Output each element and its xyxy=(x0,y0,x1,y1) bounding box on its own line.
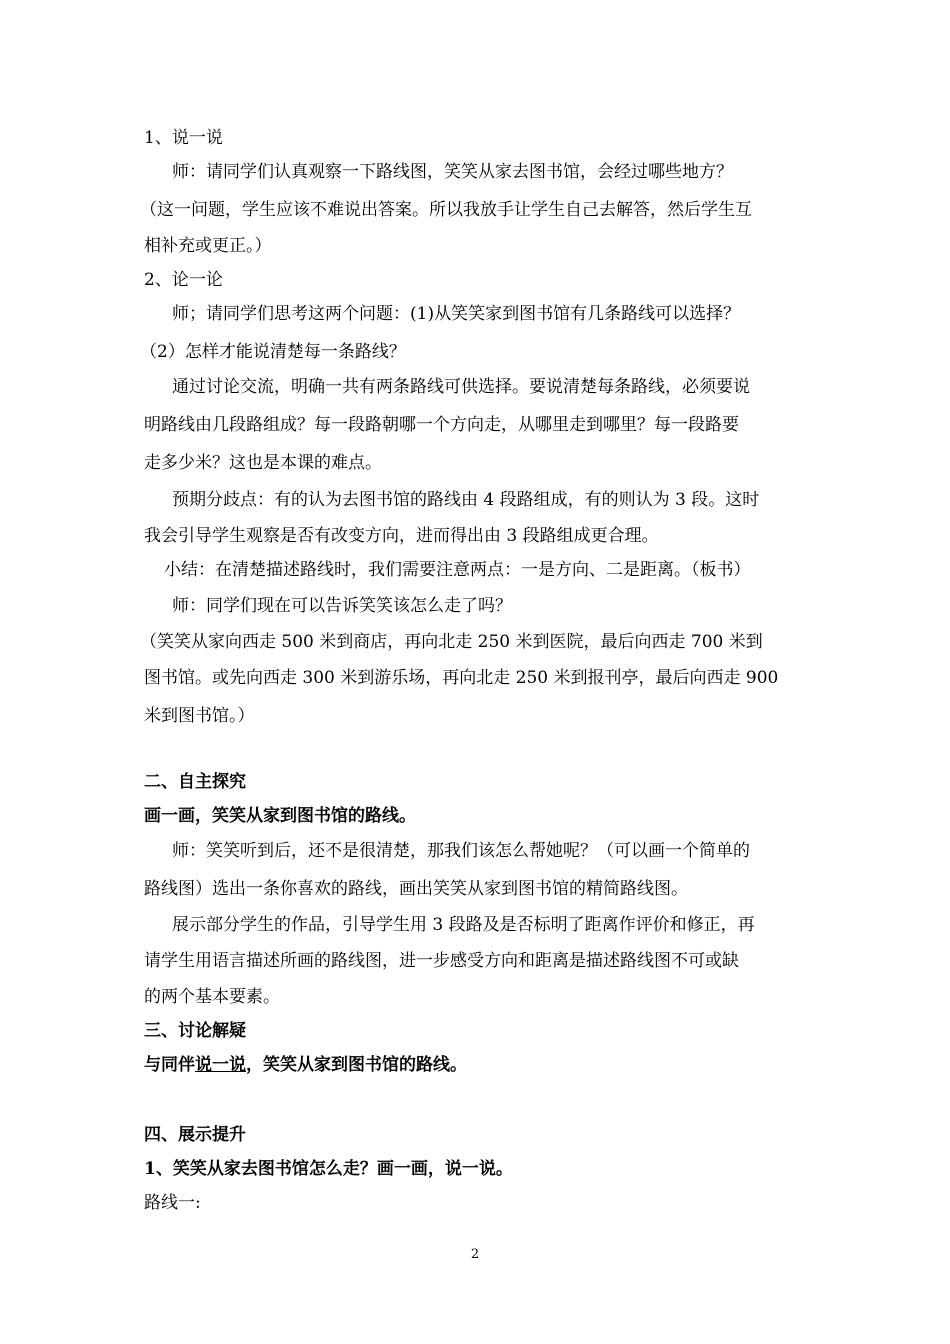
discussion-line2: 明路线由几段路组成？每一段路朝哪一个方向走，从哪里走到哪里？每一段路要 xyxy=(144,415,739,435)
item1-teacher-question: 师：请同学们认真观察一下路线图，笑笑从家去图书馆，会经过哪些地方？ xyxy=(172,162,733,182)
section2-subheading: 画一画，笑笑从家到图书馆的路线。 xyxy=(144,806,416,826)
section2-heading: 二、自主探究 xyxy=(144,772,246,792)
section3-sub-prefix: 与同伴 xyxy=(144,1055,195,1075)
route-one-label: 路线一: xyxy=(144,1193,201,1213)
section3-sub-suffix: ，笑笑从家到图书馆的路线。 xyxy=(246,1055,467,1075)
section3-subheading xyxy=(144,1054,814,1076)
item1-title: 1、说一说 xyxy=(144,128,223,148)
item1-note-line2: 相补充或更正。） xyxy=(144,236,272,256)
section4-question: 1、笑笑从家去图书馆怎么走？画一画，说一说。 xyxy=(144,1159,513,1179)
item2-teacher-line1: 师；请同学们思考这两个问题：(1)从笑笑家到图书馆有几条路线可以选择？ xyxy=(172,304,741,324)
discussion-line1: 通过讨论交流，明确一共有两条路线可供选择。要说清楚每条路线，必须要说 xyxy=(172,377,750,397)
item2-teacher-line2: （2）怎样才能说清楚每一条路线？ xyxy=(140,342,406,362)
section2-show-line3: 的两个基本要素。 xyxy=(144,987,280,1007)
expected-divergence-line1: 预期分歧点：有的认为去图书馆的路线由 4 段路组成，有的则认为 3 段。这时 xyxy=(172,490,760,510)
answer-line1: （笑笑从家向西走 500 米到商店，再向北走 250 米到医院，最后向西走 700 米到 xyxy=(140,632,763,652)
discussion-line3: 走多少米？这也是本课的难点。 xyxy=(144,453,382,473)
summary-line: 小结：在清楚描述路线时，我们需要注意两点：一是方向、二是距离。（板书） xyxy=(164,560,751,580)
section3-heading: 三、讨论解疑 xyxy=(144,1021,246,1041)
section2-show-line1: 展示部分学生的作品，引导学生用 3 段路及是否标明了距离作评价和修正，再 xyxy=(172,915,755,935)
section2-teacher-line2: 路线图）选出一条你喜欢的路线，画出笑笑从家到图书馆的精简路线图。 xyxy=(144,879,688,899)
item2-title: 2、论一论 xyxy=(144,270,223,290)
section3-sub-underlined: 说一说 xyxy=(195,1055,246,1075)
section4-heading: 四、展示提升 xyxy=(144,1125,246,1145)
page-number: 2 xyxy=(470,1247,480,1262)
teacher-ask-line: 师：同学们现在可以告诉笑笑该怎么走了吗？ xyxy=(172,596,512,616)
expected-divergence-line2: 我会引导学生观察是否有改变方向，进而得出由 3 段路组成更合理。 xyxy=(144,526,659,546)
section2-teacher-line1: 师：笑笑听到后，还不是很清楚，那我们该怎么帮她呢？（可以画一个简单的 xyxy=(172,841,750,861)
answer-line3: 米到图书馆。） xyxy=(144,706,255,726)
section2-show-line2: 请学生用语言描述所画的路线图，进一步感受方向和距离是描述路线图不可或缺 xyxy=(144,951,739,971)
item1-note-line1: （这一问题，学生应该不难说出答案。所以我放手让学生自己去解答，然后学生互 xyxy=(140,200,752,220)
answer-line2: 图书馆。或先向西走 300 米到游乐场，再向北走 250 米到报刊亭，最后向西走 900 xyxy=(144,668,779,688)
